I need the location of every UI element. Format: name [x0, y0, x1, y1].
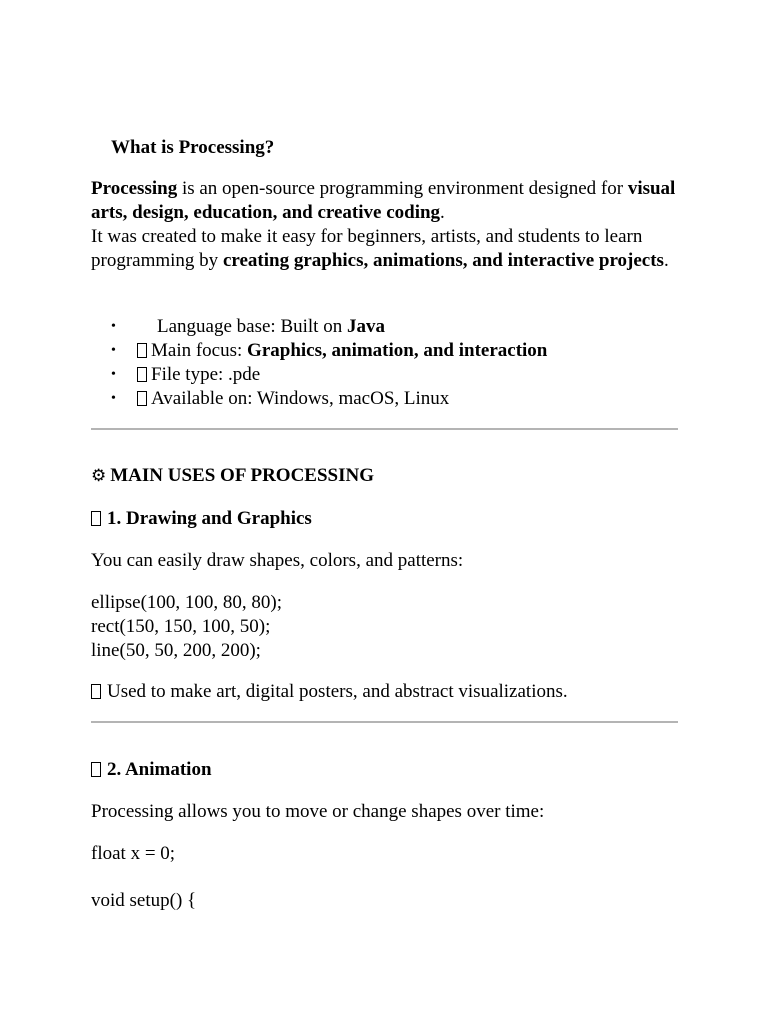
list-item-label: Main focus:	[151, 340, 248, 361]
list-item-label: Available on: Windows, macOS, Linux	[151, 388, 450, 409]
intro-period-2: .	[663, 250, 669, 271]
intro-text-1: is an open-source programming environment designed for	[177, 178, 628, 199]
list-item	[91, 387, 691, 411]
bullet-dot: •	[111, 343, 116, 358]
bullet-dot: •	[111, 367, 116, 382]
intro-text-2: It was created to make it easy for beginners, artists, and students to learn programming by	[91, 226, 643, 271]
intro-heading: What is Processing?	[111, 137, 275, 158]
section-drawing-intro: You can easily draw shapes, colors, and patterns:	[91, 550, 464, 571]
gear-icon: ⚙	[91, 466, 107, 486]
bullet-dot: •	[111, 319, 116, 334]
section-drawing-note	[91, 680, 691, 704]
bullet-dot: •	[111, 391, 116, 406]
section-animation-title: 2. Animation	[107, 759, 212, 780]
missing-glyph-icon	[91, 684, 101, 699]
code-line: line(50, 50, 200, 200);	[91, 640, 261, 661]
missing-glyph-icon	[91, 511, 101, 526]
code-line: ellipse(100, 100, 80, 80);	[91, 592, 283, 613]
section-animation-heading	[91, 758, 212, 782]
missing-glyph-icon	[137, 343, 147, 358]
intro-bold-processing: Processing	[91, 178, 178, 199]
main-uses-heading	[91, 464, 374, 488]
section-animation-intro: Processing allows you to move or change shapes over time:	[91, 801, 545, 822]
code-block-drawing	[91, 591, 691, 663]
intro-bold-projects: creating graphics, animations, and interactive projects	[222, 250, 664, 271]
list-item	[91, 315, 691, 339]
list-item-bold: Graphics, animation, and interaction	[247, 340, 548, 361]
intro-bold-fields: visual arts, design, education, and creative coding	[91, 178, 676, 223]
missing-glyph-icon	[137, 391, 147, 406]
code-line: void setup() {	[91, 890, 197, 911]
list-item	[91, 363, 691, 387]
intro-period-1: .	[440, 202, 445, 223]
code-line: rect(150, 150, 100, 50);	[91, 616, 271, 637]
missing-glyph-icon	[91, 762, 101, 777]
main-uses-title: MAIN USES OF PROCESSING	[110, 465, 375, 486]
missing-glyph-icon	[137, 367, 147, 382]
section-drawing-heading	[91, 507, 312, 531]
section-drawing-title: 1. Drawing and Graphics	[107, 508, 312, 529]
list-item-label: File type: .pde	[151, 364, 261, 385]
divider	[91, 721, 678, 723]
code-line: float x = 0;	[91, 843, 176, 864]
section-drawing-note-text: Used to make art, digital posters, and abstract visualizations.	[107, 681, 568, 702]
list-item-bold: Java	[346, 316, 385, 337]
list-item-label: Language base: Built on	[157, 316, 347, 337]
list-item	[91, 339, 691, 363]
feature-list	[91, 315, 691, 411]
divider	[91, 428, 678, 430]
intro-paragraph	[91, 177, 691, 273]
